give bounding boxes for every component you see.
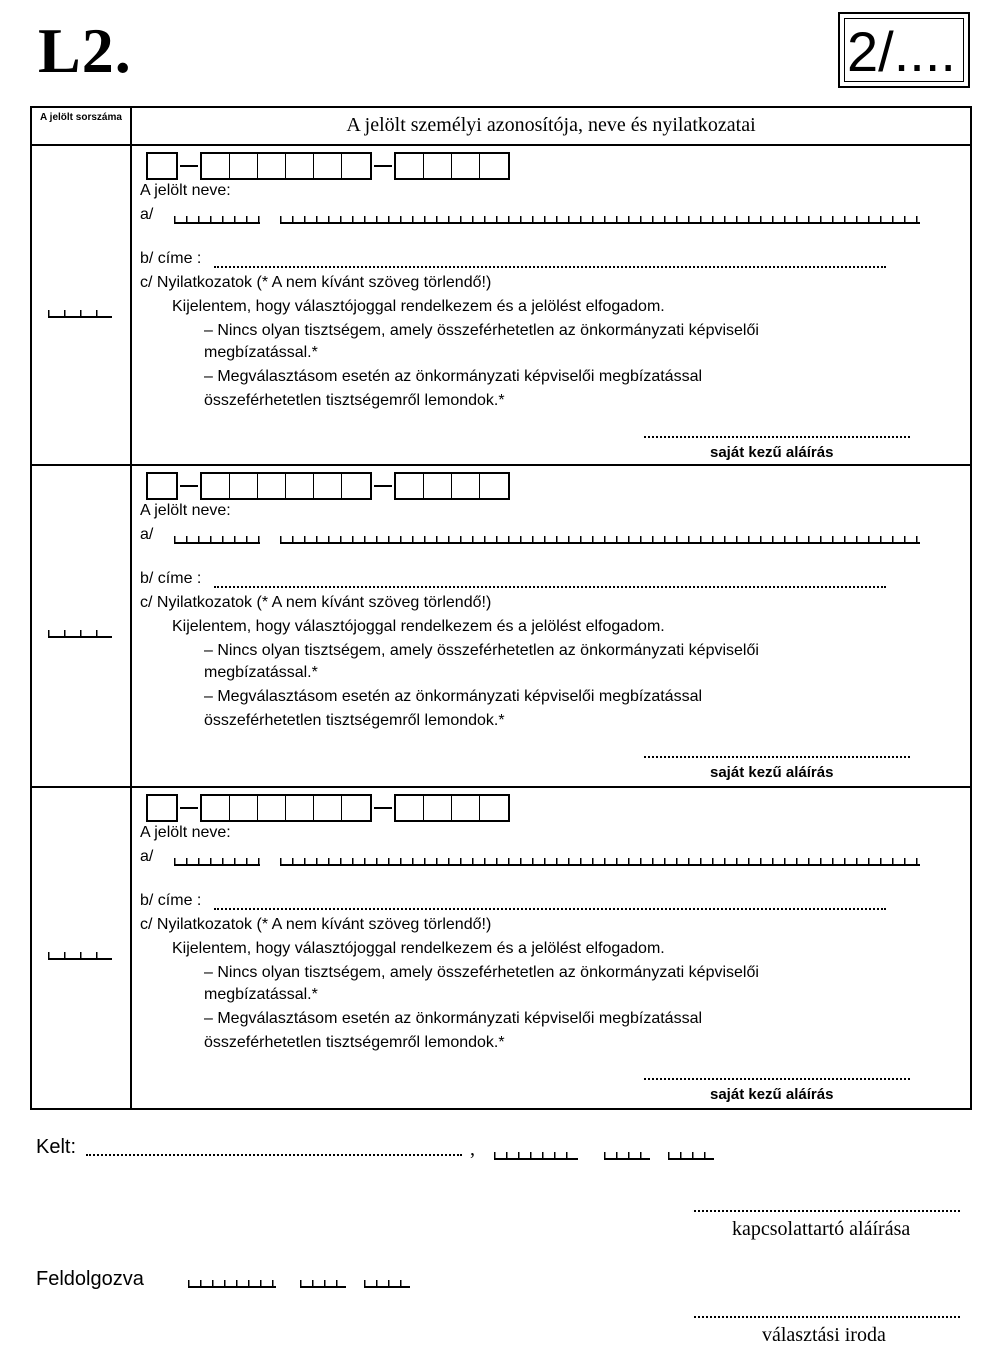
processed-day-field[interactable] <box>364 1278 410 1288</box>
column-header-number: A jelölt sorszáma <box>40 112 122 123</box>
processed-month-field[interactable] <box>300 1278 346 1288</box>
declaration-1: Kijelentem, hogy választójoggal rendelkezem és a jelölést elfogadom. <box>172 940 665 957</box>
declarations-label: c/ Nyilatkozatok (* A nem kívánt szöveg törlendő!) <box>140 274 492 291</box>
name-label: A jelölt neve: <box>140 502 231 519</box>
personal-id-boxes[interactable] <box>146 794 510 822</box>
declarations-label: c/ Nyilatkozatok (* A nem kívánt szöveg törlendő!) <box>140 594 492 611</box>
date-year-field[interactable] <box>494 1150 578 1160</box>
candidate-table <box>30 106 972 1110</box>
contact-signature-label: kapcsolattartó aláírása <box>732 1218 911 1240</box>
form-code: L2. <box>38 15 132 86</box>
address-field[interactable] <box>214 266 886 268</box>
declaration-3-cont: összeférhetetlen tisztségemről lemondok.* <box>204 1034 505 1051</box>
personal-id-boxes[interactable] <box>146 472 510 500</box>
address-field[interactable] <box>214 586 886 588</box>
contact-signature-field[interactable] <box>694 1210 960 1212</box>
office-signature-label: választási iroda <box>762 1324 886 1346</box>
declaration-3-cont: összeférhetetlen tisztségemről lemondok.* <box>204 392 505 409</box>
title-field[interactable] <box>174 856 260 866</box>
title-field[interactable] <box>174 214 260 224</box>
candidate-section-1 <box>132 146 970 466</box>
processed-label: Feldolgozva <box>36 1268 144 1290</box>
a-label: a/ <box>140 206 154 223</box>
signature-field[interactable] <box>644 756 910 758</box>
declaration-1: Kijelentem, hogy választójoggal rendelkezem és a jelölést elfogadom. <box>172 618 665 635</box>
declaration-3: – Megválasztásom esetén az önkormányzati képviselői megbízatással <box>204 688 703 705</box>
personal-id-boxes[interactable] <box>146 152 510 180</box>
signature-label: saját kezű aláírás <box>710 764 834 781</box>
declaration-3: – Megválasztásom esetén az önkormányzati képviselői megbízatással <box>204 368 703 385</box>
candidate-number-field[interactable] <box>48 308 112 318</box>
name-label: A jelölt neve: <box>140 182 231 199</box>
page-number-box <box>838 12 970 88</box>
dated-label: Kelt: <box>36 1136 77 1158</box>
signature-label: saját kezű aláírás <box>710 1086 834 1103</box>
name-field[interactable] <box>280 856 920 866</box>
page-number: 2/.... <box>844 18 964 82</box>
signature-field[interactable] <box>644 436 910 438</box>
signature-field[interactable] <box>644 1078 910 1080</box>
address-label: b/ címe : <box>140 250 202 267</box>
candidate-number-field[interactable] <box>48 628 112 638</box>
candidate-section-2 <box>132 466 970 786</box>
declaration-3-cont: összeférhetetlen tisztségemről lemondok.* <box>204 712 505 729</box>
signature-label: saját kezű aláírás <box>710 444 834 461</box>
declaration-2-cont: megbízatással.* <box>204 344 318 361</box>
address-field[interactable] <box>214 908 886 910</box>
date-day-field[interactable] <box>668 1150 714 1160</box>
a-label: a/ <box>140 526 154 543</box>
title-field[interactable] <box>174 534 260 544</box>
column-header-main: A jelölt személyi azonosítója, neve és nyilatkozatai <box>346 114 756 136</box>
candidate-number-field[interactable] <box>48 950 112 960</box>
declaration-2: – Nincs olyan tisztségem, amely összeférhetetlen az önkormányzati képviselői <box>204 642 759 659</box>
declaration-2-cont: megbízatással.* <box>204 986 318 1003</box>
candidate-section-3 <box>132 788 970 1108</box>
dated-place-field[interactable] <box>86 1154 462 1156</box>
date-month-field[interactable] <box>604 1150 650 1160</box>
name-field[interactable] <box>280 534 920 544</box>
office-signature-field[interactable] <box>694 1316 960 1318</box>
declaration-1: Kijelentem, hogy választójoggal rendelkezem és a jelölést elfogadom. <box>172 298 665 315</box>
name-label: A jelölt neve: <box>140 824 231 841</box>
processed-year-field[interactable] <box>188 1278 276 1288</box>
declaration-2: – Nincs olyan tisztségem, amely összeférhetetlen az önkormányzati képviselői <box>204 964 759 981</box>
declaration-3: – Megválasztásom esetén az önkormányzati képviselői megbízatással <box>204 1010 703 1027</box>
declaration-2: – Nincs olyan tisztségem, amely összeférhetetlen az önkormányzati képviselői <box>204 322 759 339</box>
name-field[interactable] <box>280 214 920 224</box>
a-label: a/ <box>140 848 154 865</box>
declaration-2-cont: megbízatással.* <box>204 664 318 681</box>
address-label: b/ címe : <box>140 570 202 587</box>
address-label: b/ címe : <box>140 892 202 909</box>
declarations-label: c/ Nyilatkozatok (* A nem kívánt szöveg törlendő!) <box>140 916 492 933</box>
